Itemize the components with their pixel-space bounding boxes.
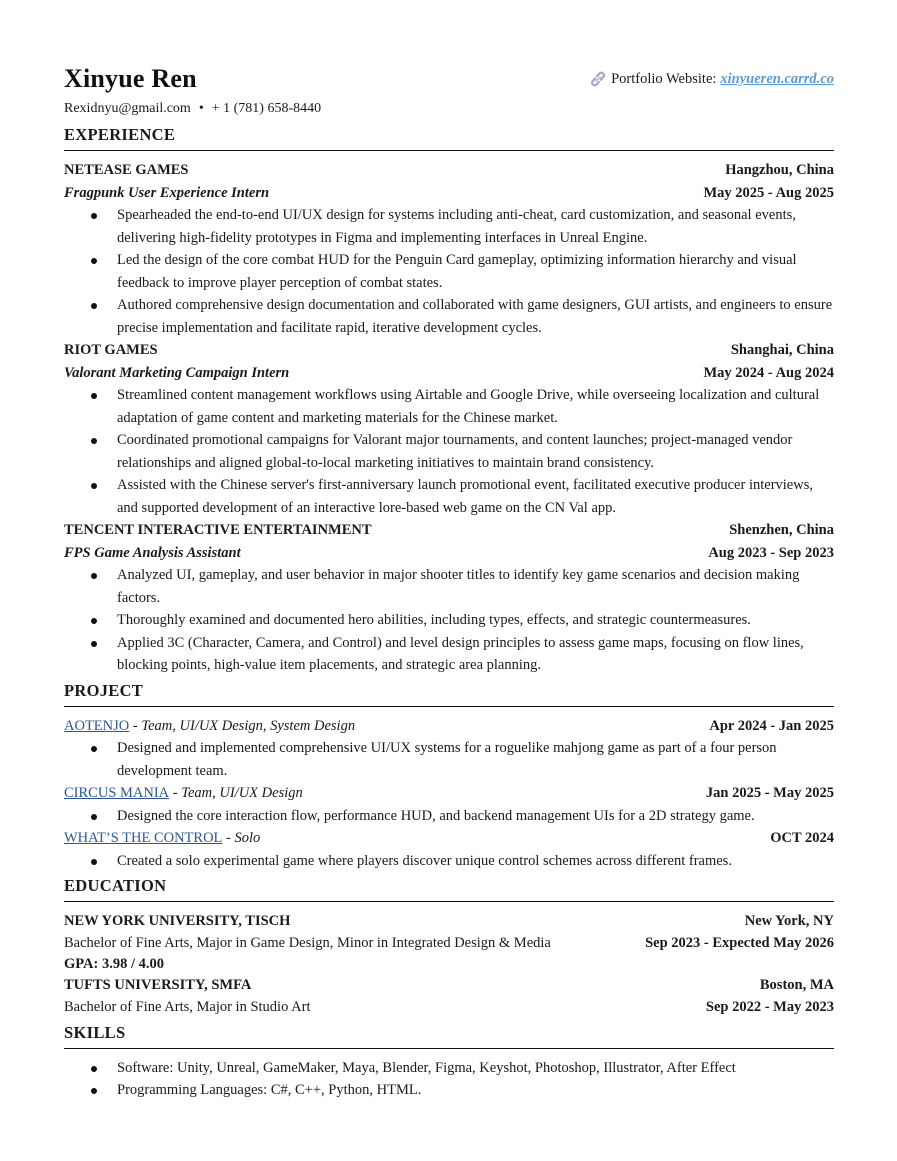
- section-title-education: EDUCATION: [64, 876, 834, 902]
- project-desc: Team, UI/UX Design: [181, 785, 303, 801]
- bullet-icon: [91, 746, 97, 752]
- gpa-text: GPA: 3.98 / 4.00: [64, 955, 165, 972]
- project-desc: Solo: [234, 830, 261, 846]
- skills-bullets: [64, 1057, 834, 1102]
- bullet-text: Programming Languages: C#, C++, Python, HTML.: [117, 1082, 422, 1098]
- project-link[interactable]: CIRCUS MANIA: [64, 785, 170, 801]
- list-item: [64, 850, 834, 873]
- school-degree: Bachelor of Fine Arts, Major in Game Design, Minor in Integrated Design & Media: [64, 934, 551, 951]
- job-tencent: [64, 519, 834, 677]
- school-dates: Sep 2022 - May 2023: [705, 999, 834, 1015]
- project-dash: -: [222, 830, 235, 846]
- project-bullets: [64, 737, 834, 782]
- list-item: [64, 1079, 834, 1102]
- company-name: RIOT GAMES: [64, 342, 158, 358]
- company-name: TENCENT INTERACTIVE ENTERTAINMENT: [64, 522, 372, 538]
- portfolio-website: [589, 71, 834, 88]
- job-location: Shenzhen, China: [729, 522, 834, 538]
- job-dates: May 2024 - Aug 2024: [703, 364, 834, 381]
- list-item: [64, 737, 834, 782]
- bullet-icon: [91, 438, 97, 444]
- project-link[interactable]: WHAT’S THE CONTROL: [64, 830, 223, 846]
- school-tufts: [64, 974, 834, 1019]
- school-degree-row: [64, 996, 834, 1019]
- section-title-experience: EXPERIENCE: [64, 125, 834, 151]
- school-header: [64, 910, 834, 933]
- job-bullets: [64, 384, 834, 519]
- resume-header: [64, 64, 834, 98]
- list-item: [64, 204, 834, 249]
- bullet-icon: [91, 1066, 97, 1072]
- school-dates: Sep 2023 - Expected May 2026: [645, 934, 834, 951]
- bullet-text: Designed the core interaction flow, performance HUD, and backend management UIs for a 2D strategy game.: [117, 807, 755, 824]
- school-location: Boston, MA: [759, 976, 834, 993]
- job-bullets: [64, 564, 834, 677]
- portfolio-label: Portfolio Website:: [611, 70, 717, 87]
- job-header: [64, 339, 834, 362]
- school-header: [64, 974, 834, 997]
- bullet-icon: [91, 618, 97, 624]
- list-item: [64, 294, 834, 339]
- email[interactable]: Rexidnyu@gmail.com: [64, 101, 191, 116]
- project-title-group: [64, 715, 355, 738]
- project-title-group: [64, 782, 303, 805]
- bullet-icon: [91, 303, 97, 309]
- list-item: [64, 632, 834, 677]
- job-header: [64, 519, 834, 542]
- job-role-row: [64, 542, 834, 565]
- school-degree-row: [64, 933, 834, 954]
- project-dates: OCT 2024: [770, 830, 834, 846]
- bullet-text: Authored comprehensive design documentation and collaborated with game designers, GUI artists, and engineers to ensure precise implementation and facilitate rapid, iterative development cycles.: [117, 297, 833, 336]
- job-dates: Aug 2023 - Sep 2023: [708, 544, 834, 561]
- bullet-text: Streamlined content management workflows using Airtable and Google Drive, while overseeing localization and cultural adaptation of game content and marketing materials for the Chinese market.: [117, 387, 820, 426]
- list-item: [64, 609, 834, 632]
- list-item: [64, 384, 834, 429]
- job-header: [64, 159, 834, 182]
- contact-separator: •: [198, 101, 204, 116]
- bullet-text: Applied 3C (Character, Camera, and Control) and level design principles to assess game maps, focusing on flow lines, blocking points, high-value item placements, and strategic area planning.: [117, 634, 804, 673]
- section-title-project: PROJECT: [64, 681, 834, 707]
- job-role-row: [64, 182, 834, 205]
- list-item: [64, 1057, 834, 1080]
- project-whats-the-control: [64, 827, 834, 872]
- bullet-icon: [91, 859, 97, 865]
- bullet-text: Analyzed UI, gameplay, and user behavior in major shooter titles to identify key game scenarios and decision making factors.: [117, 567, 800, 606]
- project-dash: -: [169, 785, 182, 801]
- bullet-icon: [91, 641, 97, 647]
- project-desc: Team, UI/UX Design, System Design: [141, 717, 356, 734]
- bullet-icon: [91, 258, 97, 264]
- project-title-group: [64, 827, 260, 850]
- candidate-name: Xinyue Ren: [64, 64, 197, 93]
- link-chain-icon: [589, 71, 607, 87]
- job-role-row: [64, 362, 834, 385]
- company-name: NETEASE GAMES: [64, 162, 189, 178]
- job-role: Fragpunk User Experience Intern: [64, 184, 270, 201]
- job-dates: May 2025 - Aug 2025: [703, 184, 834, 201]
- project-bullets: [64, 805, 834, 828]
- bullet-text: Coordinated promotional campaigns for Valorant major tournaments, and content launches; project-managed vendor relationships and aligned global-to-local marketing initiatives to maintain brand consistency.: [117, 432, 793, 471]
- project-dash: -: [129, 717, 142, 734]
- contact-line: [64, 101, 834, 121]
- school-nyu: [64, 910, 834, 974]
- bullet-text: Thoroughly examined and documented hero abilities, including types, effects, and strategic countermeasures.: [117, 612, 751, 628]
- job-location: Hangzhou, China: [725, 162, 834, 178]
- bullet-text: Assisted with the Chinese server's first-anniversary launch promotional event, facilitated executive producer interviews, and supported development of an interactive lore-based web game on the CN Val app.: [117, 477, 813, 516]
- job-role: Valorant Marketing Campaign Intern: [64, 364, 290, 381]
- project-dates: Apr 2024 - Jan 2025: [709, 717, 834, 734]
- resume-page: [64, 64, 834, 1102]
- bullet-text: Spearheaded the end-to-end UI/UX design for systems including anti-cheat, card customization, and seasonal events, delivering high-fidelity prototypes in Figma and implementing interfaces in Unreal Engine.: [117, 207, 796, 246]
- portfolio-link[interactable]: xinyueren.carrd.co: [720, 70, 834, 87]
- job-location: Shanghai, China: [730, 342, 834, 358]
- project-bullets: [64, 850, 834, 873]
- bullet-icon: [91, 213, 97, 219]
- project-header: [64, 715, 834, 738]
- section-title-skills: SKILLS: [64, 1023, 834, 1049]
- list-item: [64, 564, 834, 609]
- bullet-icon: [91, 573, 97, 579]
- job-role: FPS Game Analysis Assistant: [64, 544, 241, 561]
- job-bullets: [64, 204, 834, 339]
- list-item: [64, 429, 834, 474]
- bullet-text: Designed and implemented comprehensive UI/UX systems for a roguelike mahjong game as part of a four person development team.: [117, 740, 777, 779]
- bullet-icon: [91, 483, 97, 489]
- school-name: TUFTS UNIVERSITY, SMFA: [64, 976, 252, 993]
- school-gpa: [64, 954, 834, 974]
- project-header: [64, 782, 834, 805]
- project-link[interactable]: AOTENJO: [64, 717, 130, 734]
- school-location: New York, NY: [744, 913, 834, 929]
- bullet-icon: [91, 814, 97, 820]
- project-header: [64, 827, 834, 850]
- bullet-text: Software: Unity, Unreal, GameMaker, Maya, Blender, Figma, Keyshot, Photoshop, Illustrator, After Effect: [117, 1059, 736, 1076]
- bullet-text: Created a solo experimental game where players discover unique control schemes across different frames.: [117, 852, 732, 869]
- school-degree: Bachelor of Fine Arts, Major in Studio Art: [64, 999, 311, 1015]
- phone: + 1 (781) 658-8440: [211, 101, 322, 116]
- project-circus-mania: [64, 782, 834, 827]
- list-item: [64, 474, 834, 519]
- school-name: NEW YORK UNIVERSITY, TISCH: [64, 913, 291, 929]
- bullet-text: Led the design of the core combat HUD for the Penguin Card gameplay, optimizing information hierarchy and visual feedback to improve player perception of combat states.: [117, 252, 797, 291]
- project-dates: Jan 2025 - May 2025: [705, 785, 834, 801]
- project-aotenjo: [64, 715, 834, 783]
- job-netease: [64, 159, 834, 339]
- list-item: [64, 249, 834, 294]
- bullet-icon: [91, 393, 97, 399]
- job-riot: [64, 339, 834, 519]
- list-item: [64, 805, 834, 828]
- bullet-icon: [91, 1088, 97, 1094]
